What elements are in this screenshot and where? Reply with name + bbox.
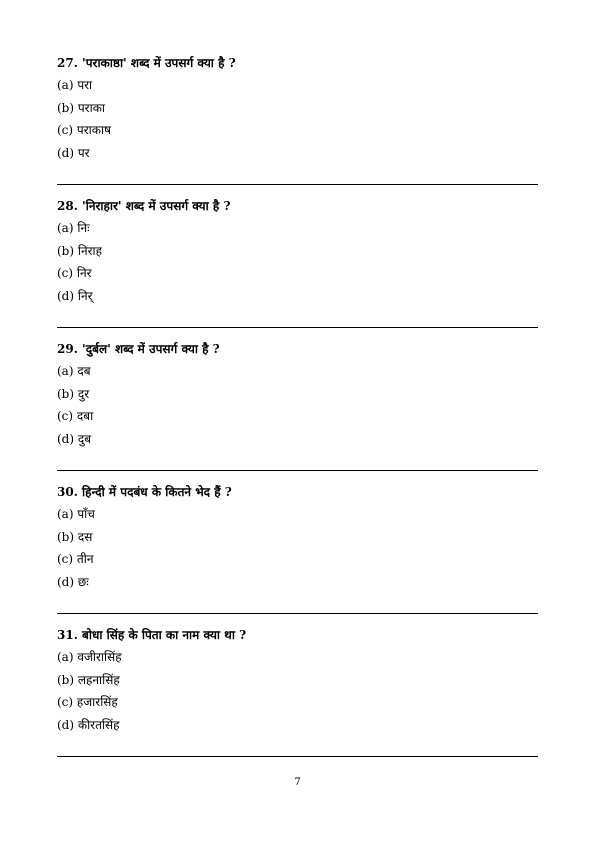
question-title: 29. 'दुर्बल' शब्द में उपसर्ग क्या है ?: [57, 342, 220, 356]
divider: [57, 470, 538, 471]
option-b: (b) निराह: [57, 243, 103, 258]
option-a: (a) पाँच: [57, 507, 95, 521]
options-list: [57, 364, 538, 454]
option-c: (c) हजारसिंह: [57, 695, 118, 709]
option-a: (a) वजीरासिंह: [57, 650, 122, 664]
question-title: 30. हिन्दी में पदबंध के कितने भेद हैं ?: [57, 485, 232, 499]
divider: [57, 756, 538, 757]
question-27: [57, 56, 538, 168]
question-title: 27. 'पराकाष्ठा' शब्द में उपसर्ग क्या है ?: [57, 56, 236, 70]
option-d: (d) कीरतसिंह: [57, 717, 120, 732]
option-d: (d) छः: [57, 574, 89, 589]
option-b: (b) दस: [57, 529, 93, 544]
option-b: (b) लहनासिंह: [57, 672, 120, 687]
option-d: (d) दुब: [57, 431, 92, 446]
option-b: (b) दुर: [57, 386, 90, 401]
divider: [57, 184, 538, 185]
options-list: [57, 78, 538, 168]
question-title: 31. बोधा सिंह के पिता का नाम क्या था ?: [57, 628, 247, 642]
option-c: (c) दबा: [57, 409, 94, 423]
question-31: [57, 628, 538, 740]
divider: [57, 613, 538, 614]
option-a: (a) निः: [57, 221, 90, 235]
option-b: (b) पराका: [57, 100, 106, 115]
options-list: [57, 650, 538, 740]
option-d: (d) पर: [57, 145, 90, 160]
page-number: 7: [294, 777, 301, 788]
options-list: [57, 221, 538, 311]
option-d: (d) निर्: [57, 288, 93, 303]
option-c: (c) तीन: [57, 552, 94, 566]
option-c: (c) निर: [57, 266, 92, 280]
divider: [57, 327, 538, 328]
question-28: [57, 199, 538, 311]
question-30: [57, 485, 538, 597]
question-29: [57, 342, 538, 454]
option-a: (a) परा: [57, 78, 93, 92]
options-list: [57, 507, 538, 597]
option-c: (c) पराकाष: [57, 123, 111, 137]
question-title: 28. 'निराहार' शब्द में उपसर्ग क्या है ?: [57, 199, 231, 213]
option-a: (a) दब: [57, 364, 91, 378]
